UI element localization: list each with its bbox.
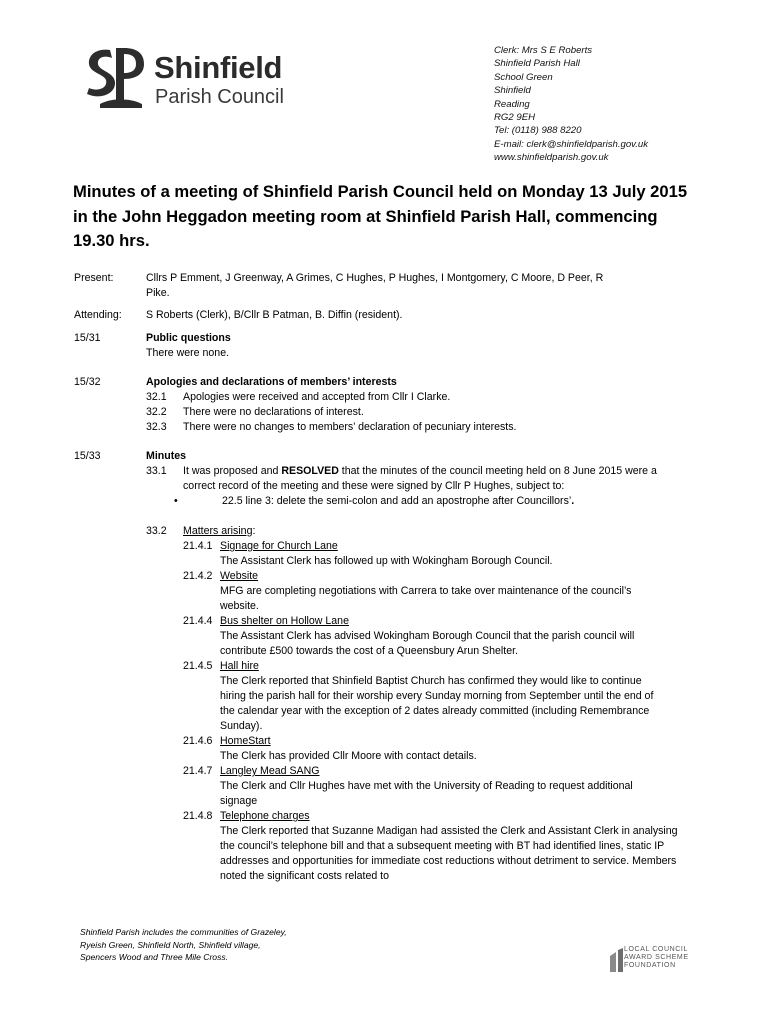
award-line: AWARD SCHEME: [624, 954, 689, 961]
matter-title: Telephone charges: [220, 810, 310, 822]
matter-item: [146, 539, 694, 569]
bullet-dot: •: [174, 495, 178, 507]
award-line: FOUNDATION: [624, 962, 676, 969]
sub-item: [146, 390, 694, 405]
matter-item: [146, 809, 694, 884]
matter-body: MFG are completing negotiations with Carrera to take over maintenance of the council’s website.: [220, 585, 632, 612]
matter-body: The Clerk reported that Shinfield Baptist Church has confirmed they would like to continue hiring the parish hall for their worship every Sunday morning from September until the end of the calendar year with the exception of 2 dates already committed (including Remembrance Sunday).: [220, 675, 654, 732]
present-label: Present:: [74, 272, 114, 284]
sub-text: There were no changes to members’ declaration of pecuniary interests.: [183, 421, 517, 433]
matter-body: The Clerk reported that Suzanne Madigan had assisted the Clerk and Assistant Clerk in analysing the council’s telephone bill and that a subsequent meeting with BT had identified lines, static IP addresses and opportunities for immediate cost reductions without detriment to service. Members noted the significant costs related to: [220, 825, 678, 882]
sub-item: [146, 420, 694, 435]
item-text: There were none.: [146, 347, 230, 359]
item-heading: Minutes: [146, 450, 187, 462]
matter-title: Hall hire: [220, 660, 259, 672]
sub-num: 32.1: [146, 391, 167, 403]
resolved-text: RESOLVED: [281, 465, 339, 477]
contact-email: E-mail: clerk@shinfieldparish.gov.uk: [494, 138, 649, 150]
sub-num: 32.3: [146, 421, 167, 433]
matter-code: 21.4.8: [183, 810, 213, 822]
matter-code: 21.4.2: [183, 570, 213, 582]
sub-text-pre: It was proposed and: [183, 465, 282, 477]
matter-body: The Clerk has provided Cllr Moore with contact details.: [220, 750, 477, 762]
matter-item: [146, 614, 694, 659]
item-heading: Apologies and declarations of members’ interests: [146, 376, 397, 388]
contact-street: School Green: [494, 71, 553, 83]
matter-code: 21.4.5: [183, 660, 213, 672]
matter-code: 21.4.7: [183, 765, 213, 777]
matter-item: [146, 764, 694, 809]
matter-title: HomeStart: [220, 735, 271, 747]
sub-item: [146, 464, 675, 494]
matter-code: 21.4.1: [183, 540, 213, 552]
sub-heading: Matters arising: [183, 525, 253, 537]
sub-text: There were no declarations of interest.: [183, 406, 364, 418]
bullet-end: .: [571, 495, 575, 507]
matter-item: [146, 734, 694, 764]
attending-text: S Roberts (Clerk), B/Cllr B Patman, B. Diffin (resident).: [146, 309, 403, 321]
bullet-item: [146, 494, 694, 509]
sub-item: [146, 405, 694, 420]
matter-body: The Assistant Clerk has followed up with Wokingham Borough Council.: [220, 555, 553, 567]
matter-code: 21.4.4: [183, 615, 213, 627]
award-scheme-text: [624, 946, 689, 970]
contact-phone: Tel: (0118) 988 8220: [494, 125, 582, 137]
footer-communities: Shinfield Parish includes the communities of Grazeley, Ryeish Green, Shinfield North, Shinfield village, Spencers Wood and Three Mile Cross.: [80, 927, 287, 963]
award-line: LOCAL COUNCIL: [624, 946, 688, 953]
item-ref: 15/33: [74, 450, 101, 462]
org-subtitle: Parish Council: [155, 86, 284, 108]
contact-postcode: RG2 9EH: [494, 112, 536, 124]
sub-colon: :: [252, 525, 256, 537]
matter-title: Website: [220, 570, 259, 582]
sub-num: 33.1: [146, 465, 167, 477]
present-text: Cllrs P Emment, J Greenway, A Grimes, C Hughes, P Hughes, I Montgomery, C Moore, D Peer, R Pike.: [146, 272, 604, 299]
item-ref: 15/32: [74, 376, 101, 388]
sub-num: 32.2: [146, 406, 167, 418]
contact-clerk: Clerk: Mrs S E Roberts: [494, 45, 593, 56]
matter-title: Signage for Church Lane: [220, 540, 338, 552]
matter-title: Bus shelter on Hollow Lane: [220, 615, 349, 627]
document-title: Minutes of a meeting of Shinfield Parish Council held on Monday 13 July 2015 in the John Heggadon meeting room at Shinfield Parish Hall, commencing 19.30 hrs.: [73, 182, 688, 251]
org-name: Shinfield: [154, 50, 283, 85]
contact-hall: Shinfield Parish Hall: [494, 58, 580, 70]
sub-num: 33.2: [146, 525, 167, 537]
matter-item: [146, 659, 694, 734]
contact-town: Reading: [494, 98, 530, 110]
sub-text-post: that the minutes of the council meeting held on 8 June 2015 were a correct record of the meeting and these were signed by Cllr P Hughes, subject to:: [183, 465, 657, 492]
bullet-text: 22.5 line 3: delete the semi-colon and add an apostrophe after Councillors’: [222, 495, 572, 507]
matter-body: The Assistant Clerk has advised Wokingham Borough Council that the parish council will contribute £500 towards the cost of a Queensbury Arun Shelter.: [220, 630, 635, 657]
attending-label: Attending:: [74, 309, 122, 321]
matter-item: [146, 569, 694, 614]
contact-website: www.shinfieldparish.gov.uk: [494, 152, 609, 164]
parish-council-logo: [80, 44, 150, 110]
matter-title: Langley Mead SANG: [220, 765, 320, 777]
item-ref: 15/31: [74, 332, 101, 344]
matters-arising-heading: [146, 524, 694, 539]
item-heading: Public questions: [146, 332, 231, 344]
sub-text: Apologies were received and accepted from Cllr I Clarke.: [183, 391, 451, 403]
matter-code: 21.4.6: [183, 735, 213, 747]
contact-block: [494, 44, 648, 165]
contact-village: Shinfield: [494, 85, 531, 97]
matter-body: The Clerk and Cllr Hughes have met with the University of Reading to request additional signage: [220, 780, 633, 807]
